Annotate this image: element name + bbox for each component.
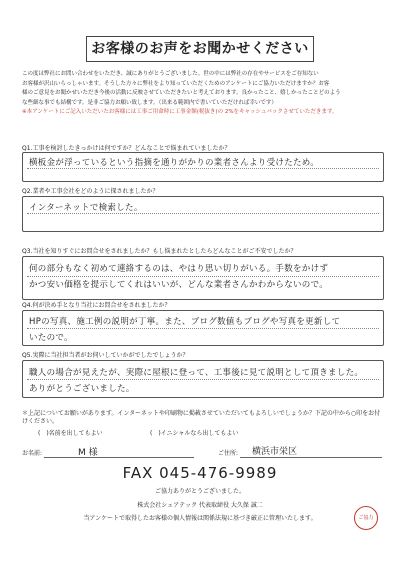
- question-2-label: Q2.業者や工事会社をどのように探されましたか？: [22, 188, 159, 195]
- intro-line: この度は弊社にお問い合わせをいただき、誠にありがとうございました。世の中には弊社の存在やサービスをご存知ない: [22, 71, 319, 77]
- divider: [27, 168, 379, 169]
- cashback-note: ※本アンケートにご記入いただいたお客様には工事ご用命時に工事金額(税抜き)の 2%をキャッシュバックさせていただきます。: [22, 109, 338, 115]
- answer-2-line-1: インターネットで検索した。: [29, 203, 143, 213]
- question-3-label: Q3.当社を知りすぐにお問合せをされましたか？もし悩まれたとしたらどんなことがご不安でしたか？: [22, 248, 297, 255]
- intro-line: 様のご意見をお聞かせいただき今後の活動に反映させていただきたいと考えております。良かったこと、嬉しかったことどのよう: [22, 90, 341, 96]
- question-1-label: Q1.工事を検討したきっかけは何ですか？どんなことで悩まれていましたか？: [22, 145, 231, 152]
- company-name: 株式会社シェアテック 代表取締役 大久保 誠二: [137, 502, 263, 509]
- stamp-text: ご協力: [358, 514, 374, 521]
- divider: [27, 379, 379, 380]
- answer-5-line-2: ありがとうございました。: [29, 384, 135, 394]
- question-4-label: Q4.何が決め手となり当社にお問合せをされましたか？: [22, 302, 171, 309]
- intro-text: [22, 70, 378, 118]
- divider: [27, 213, 379, 214]
- address-label: ご住所:: [218, 450, 239, 457]
- question-1-box: [22, 152, 384, 182]
- answer-4-line-2: いたので。: [29, 333, 73, 343]
- page-title: お客様のお声をお聞かせください: [86, 36, 314, 62]
- answer-5-line-1: 職人の場合が見えたが、実際に屋根に登って、工事後に見て説明として頂きました。: [29, 368, 364, 378]
- publish-option-initial[interactable]: ( )イニシャルなら出してもよい: [150, 430, 239, 437]
- question-5-box: [22, 360, 384, 398]
- thanks-text: ご協力ありがとうございました。: [154, 488, 245, 495]
- address-value: 横浜市栄区: [252, 447, 298, 457]
- question-2-box: [22, 196, 384, 232]
- privacy-note: 当アンケートで取得したお客様の個人情報は関係法規に基づき厳正に管理いたします。: [83, 515, 317, 522]
- answer-3-line-1: 何の部分もなく初めて連絡するのは、やはり思い切りがいる。手数をかけず: [29, 264, 329, 274]
- publish-option-name[interactable]: ( )名前を出してもよい: [38, 430, 103, 437]
- name-value: M 様: [78, 448, 98, 458]
- stamp-seal: [354, 506, 378, 530]
- question-3-box: [22, 256, 384, 300]
- divider: [27, 328, 379, 329]
- name-label: お名前:: [22, 450, 43, 457]
- publish-question: ＊上記についてお願いがあります。インターネットや印刷物に掲載させていただいてもよろしいでしょうか？下記の中から○印をお付けください。: [22, 410, 381, 425]
- answer-4-line-1: HPの写真、施工例の説明が丁寧。また、ブログ数値もブログや写真を更新して: [29, 317, 341, 327]
- intro-line: お客様が沢山いらっしゃいます。そうした方々に弊社をより知っていただくためのアンケートにご協力いただけますか？お客: [22, 80, 330, 87]
- divider: [27, 276, 379, 277]
- question-4-box: [22, 310, 384, 346]
- fax-number: FAX 045-476-9989: [122, 464, 278, 482]
- customer-info-row: [22, 442, 382, 460]
- question-5-label: Q5.実際に当社担当者がお伺いしていかがでしたでしょうか？: [22, 352, 189, 359]
- intro-line: な些細な事でも結構です。是非ご協力お願い致します。（出来る範囲内で書いていただければ幸いです）: [22, 99, 277, 106]
- answer-1-line-1: 横板金が浮っているという指摘を通りがかりの業者さんより受けたため。: [29, 158, 320, 168]
- answer-3-line-2: かつ安い価格を提示してくれはいいが、どんな業者さんかわからないので。: [29, 280, 329, 290]
- address-underline: [240, 457, 382, 458]
- name-underline: [44, 457, 194, 458]
